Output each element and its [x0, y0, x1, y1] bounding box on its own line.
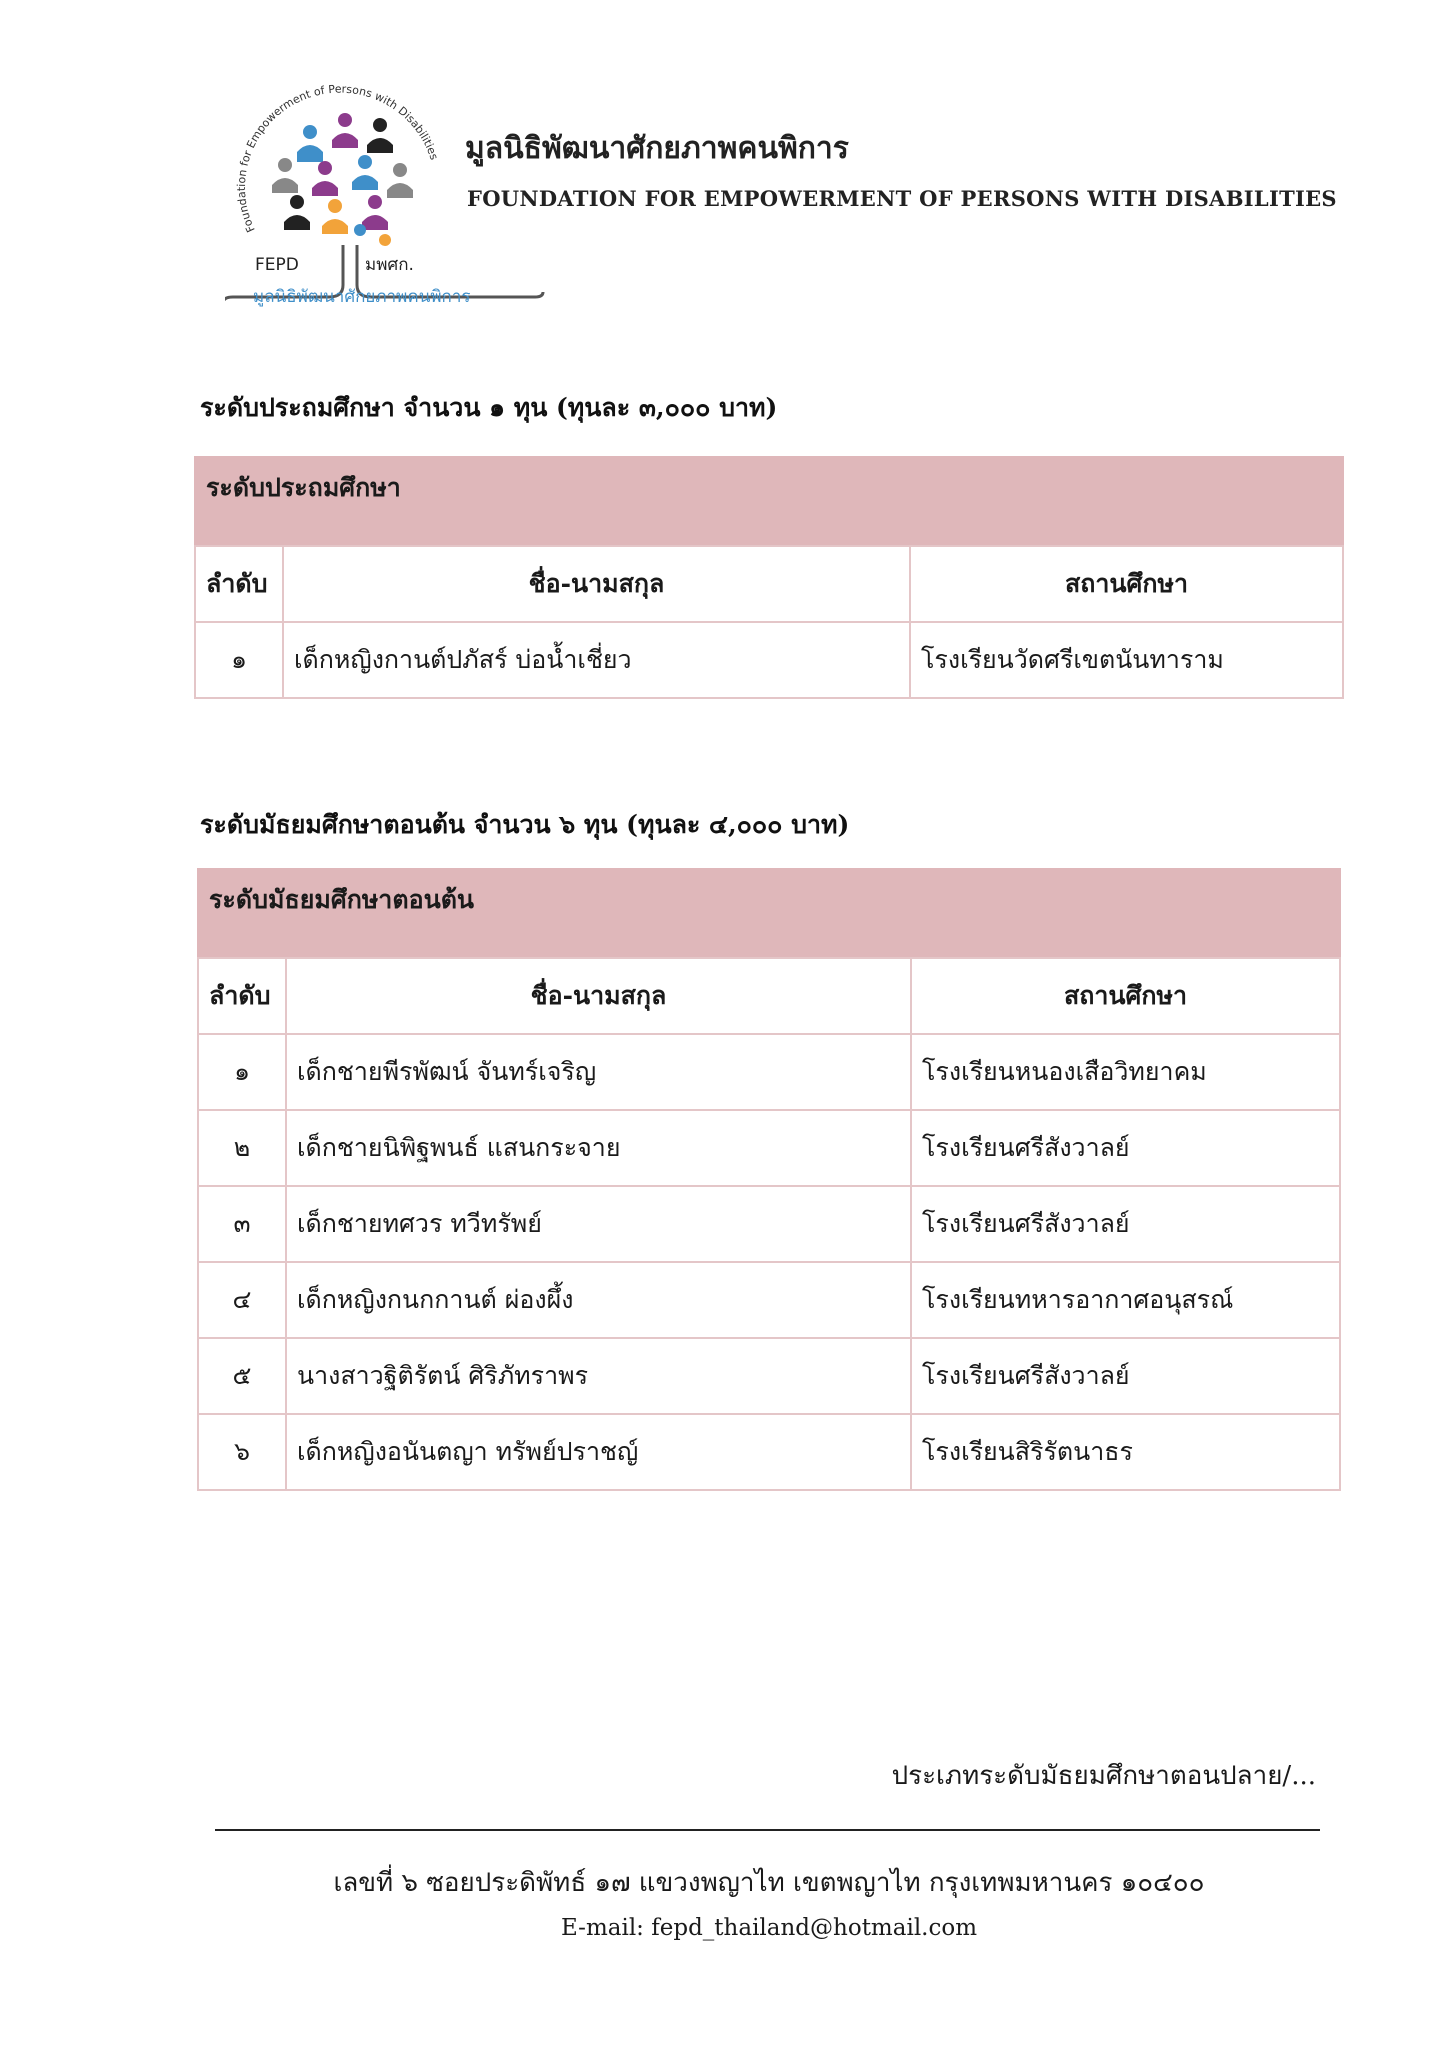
table-row [198, 1034, 1340, 1110]
student-name: นางสาวฐิติรัตน์ ศิริภัทราพร [286, 1338, 911, 1414]
continuation-note: ประเภทระดับมัธยมศึกษาตอนปลาย/... [891, 1761, 1316, 1791]
table-row [195, 622, 1343, 698]
row-number: ๖ [198, 1414, 286, 1490]
row-number: ๕ [198, 1338, 286, 1414]
school-name: โรงเรียนศรีสังวาลย์ [911, 1110, 1340, 1186]
org-name-thai: มูลนิธิพัฒนาศักยภาพคนพิการ [465, 131, 849, 166]
tree-of-people-logo-icon [272, 113, 413, 246]
column-header-no: ลำดับ [195, 546, 283, 622]
column-header-school: สถานศึกษา [910, 546, 1343, 622]
row-number: ๒ [198, 1110, 286, 1186]
logo-caption: มูลนิธิพัฒนาศักยภาพคนพิการ [253, 287, 471, 307]
footer-divider [215, 1829, 1320, 1831]
student-name: เด็กชายพีรพัฒน์ จันทร์เจริญ [286, 1034, 911, 1110]
table-header-row [198, 958, 1340, 1034]
lower-secondary-scholarship-table [197, 868, 1341, 1491]
footer-address: เลขที่ ๖ ซอยประดิพัทธ์ ๑๗ แขวงพญาไท เขตพญาไท กรุงเทพมหานคร ๑๐๔๐๐ [333, 1868, 1205, 1898]
school-name: โรงเรียนหนองเสือวิทยาคม [911, 1034, 1340, 1110]
student-name: เด็กหญิงอนันตญา ทรัพย์ปราชญ์ [286, 1414, 911, 1490]
student-name: เด็กหญิงกานต์ปภัสร์ บ่อน้ำเชี่ยว [283, 622, 910, 698]
primary-scholarship-table [194, 456, 1344, 699]
table-title-row [195, 457, 1343, 546]
row-number: ๓ [198, 1186, 286, 1262]
row-number: ๑ [198, 1034, 286, 1110]
table-row [198, 1110, 1340, 1186]
primary-section-heading: ระดับประถมศึกษา จำนวน ๑ ทุน (ทุนละ ๓,๐๐๐ บาท) [200, 393, 778, 422]
column-header-name: ชื่อ-นามสกุล [286, 958, 911, 1034]
school-name: โรงเรียนศรีสังวาลย์ [911, 1338, 1340, 1414]
logo-abbr-english: FEPD [255, 255, 299, 275]
row-number: ๑ [195, 622, 283, 698]
logo-arc-text: Foundation for Empowerment of Persons with Disabilities [234, 82, 441, 235]
org-name-english: FOUNDATION FOR EMPOWERMENT OF PERSONS WITH DISABILITIES [467, 186, 1337, 211]
footer-email: E-mail: fepd_thailand@hotmail.com [560, 1915, 978, 1941]
student-name: เด็กชายนิพิฐพนธ์ แสนกระจาย [286, 1110, 911, 1186]
column-header-no: ลำดับ [198, 958, 286, 1034]
table-row [198, 1414, 1340, 1490]
table-row [198, 1186, 1340, 1262]
school-name: โรงเรียนสิริรัตนาธร [911, 1414, 1340, 1490]
row-number: ๔ [198, 1262, 286, 1338]
table-row [198, 1338, 1340, 1414]
logo-abbr-thai: มพศก. [365, 255, 414, 275]
table-row [198, 1262, 1340, 1338]
column-header-school: สถานศึกษา [911, 958, 1340, 1034]
column-header-name: ชื่อ-นามสกุล [283, 546, 910, 622]
school-name: โรงเรียนทหารอากาศอนุสรณ์ [911, 1262, 1340, 1338]
school-name: โรงเรียนวัดศรีเขตนันทาราม [910, 622, 1343, 698]
table-title-row [198, 869, 1340, 958]
primary-table-title: ระดับประถมศึกษา [195, 457, 1343, 546]
lower-secondary-table-title: ระดับมัธยมศึกษาตอนต้น [198, 869, 1340, 958]
lower-secondary-section-heading: ระดับมัธยมศึกษาตอนต้น จำนวน ๖ ทุน (ทุนละ ๔,๐๐๐ บาท) [200, 810, 850, 839]
student-name: เด็กชายทศวร ทวีทรัพย์ [286, 1186, 911, 1262]
school-name: โรงเรียนศรีสังวาลย์ [911, 1186, 1340, 1262]
student-name: เด็กหญิงกนกกานต์ ผ่องผึ้ง [286, 1262, 911, 1338]
table-header-row [195, 546, 1343, 622]
